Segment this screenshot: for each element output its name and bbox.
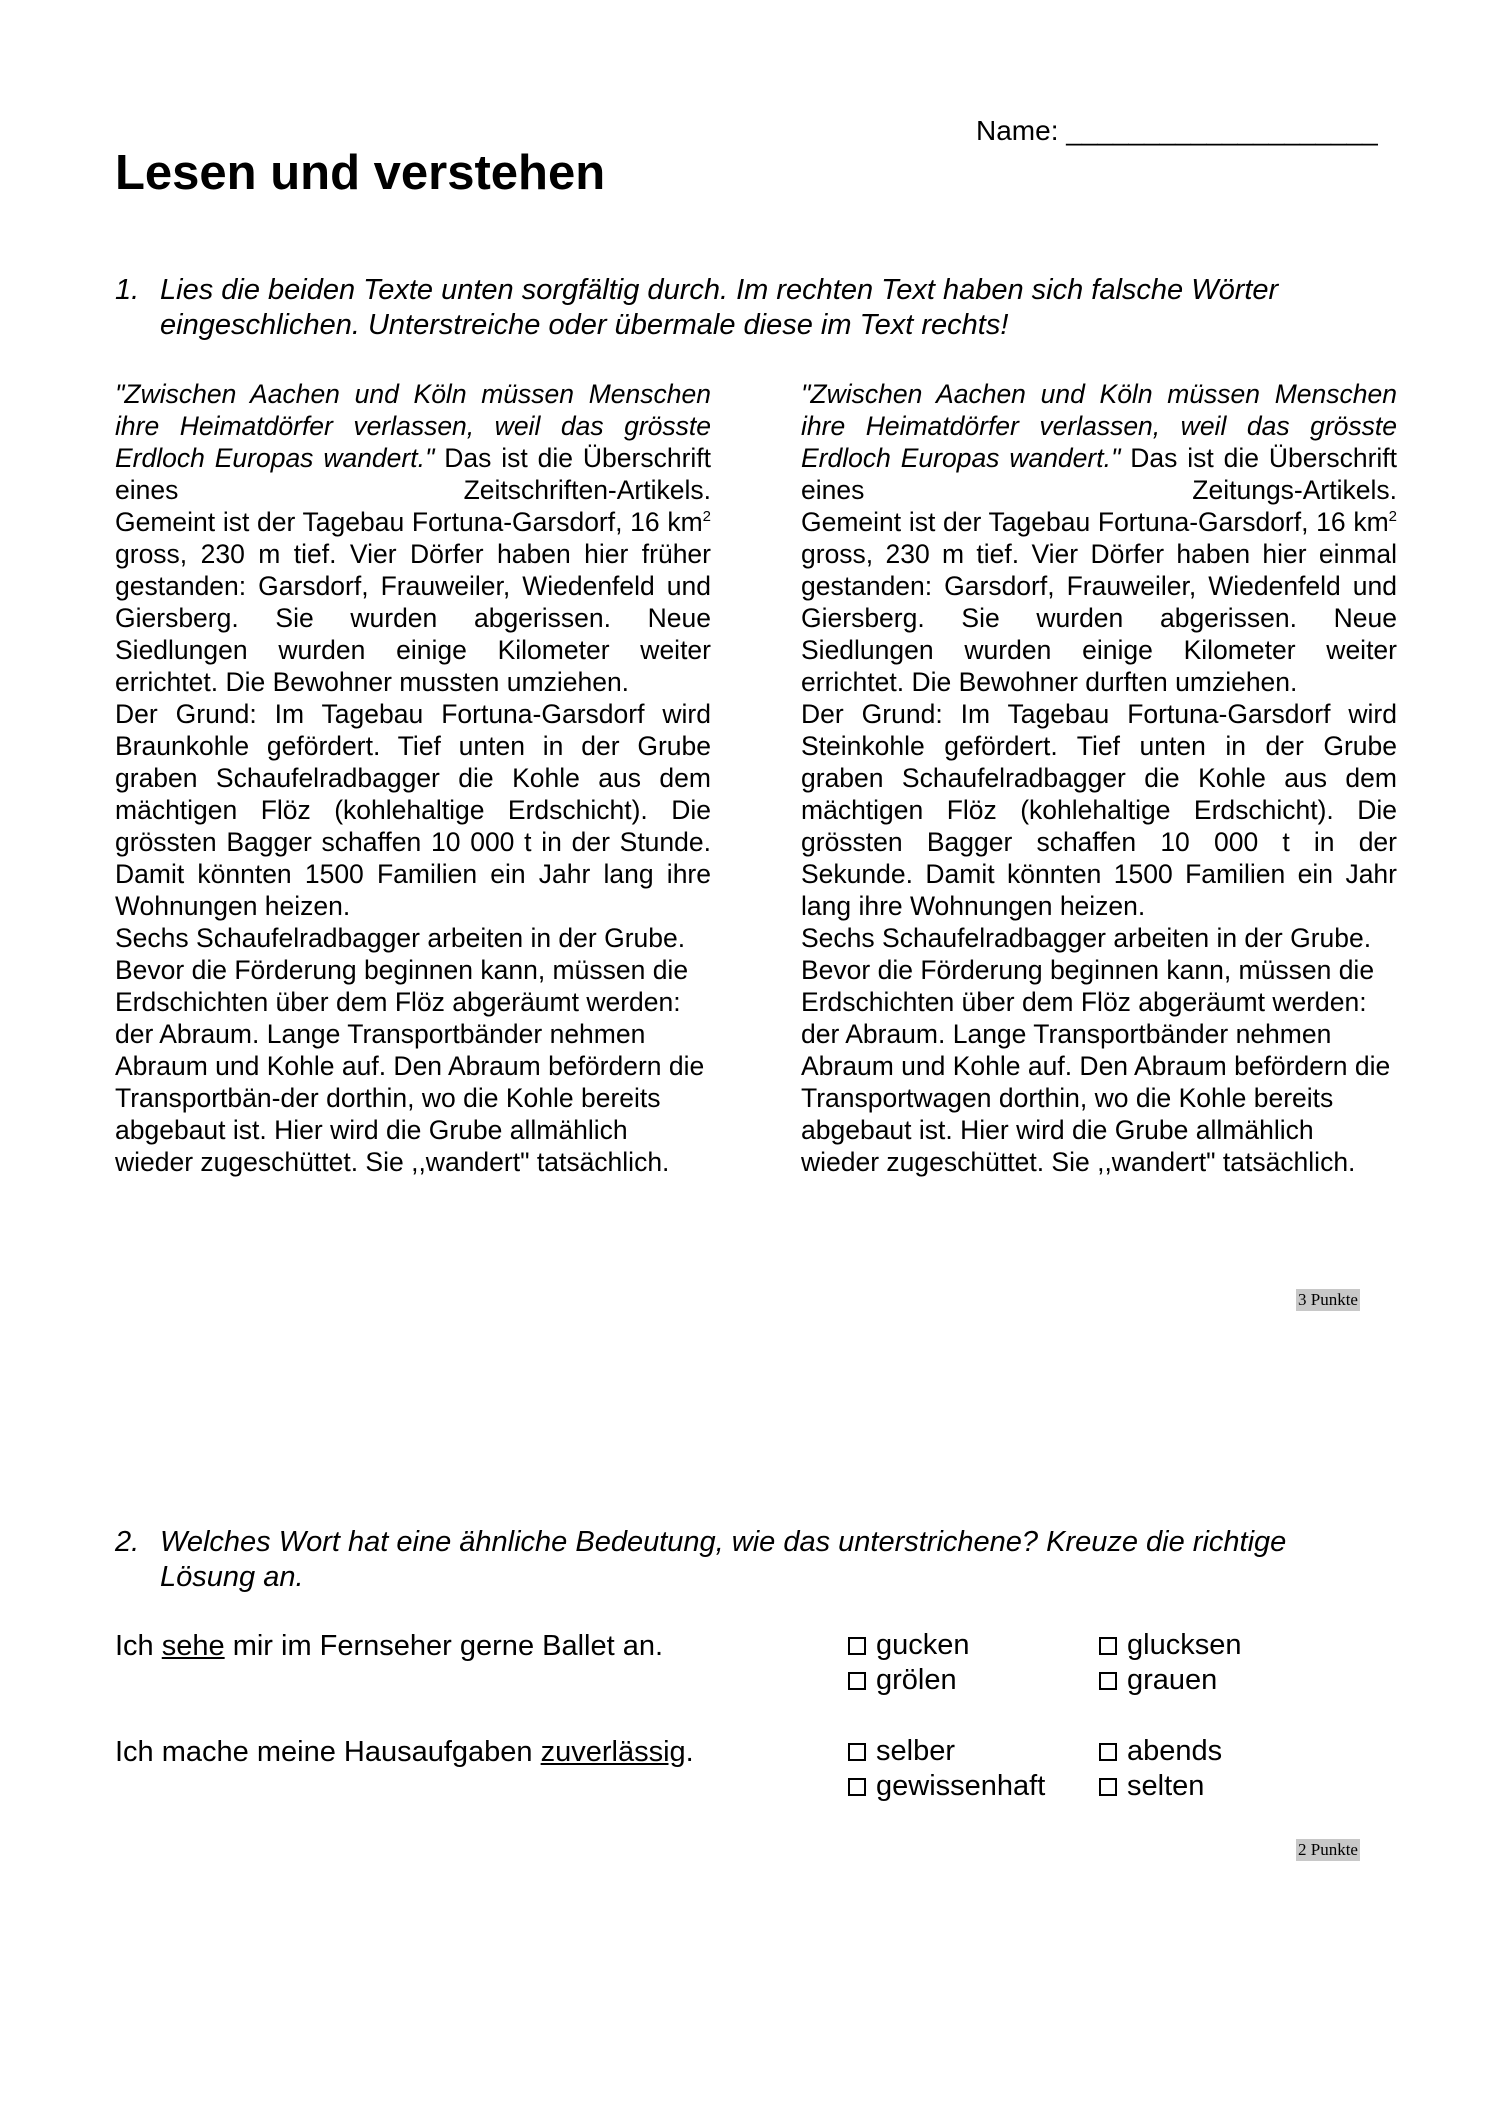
altered-paragraph-3[interactable]: Der Grund: Im Tagebau Fortuna-Garsdorf wird Steinkohle gefördert. Tief unten in der Grube graben Schaufelradbagger die Kohle aus dem mächtigen Flöz (kohlehaltige Erdschicht). Die grössten Bagger schaffen 10 000 t in der Sekunde. Damit könnten 1500 Familien ein Jahr lang ihre Wohnungen heizen. [801, 699, 1397, 921]
option-checkbox[interactable] [1099, 1769, 1222, 1804]
altered-p2-b[interactable]: gross, 230 m tief. Vier Dörfer haben hier einmal gestanden: Garsdorf, Frauweiler, Wiedenfeld und Giersberg. Sie wurden abgerissen. Neue Siedlungen wurden einige Kilometer weiter errichtet. Die Bewohner durften umziehen. [801, 539, 1397, 697]
option-checkbox[interactable] [848, 1663, 970, 1698]
option-label: grauen [1127, 1664, 1218, 1696]
checkbox-icon[interactable] [1099, 1743, 1117, 1761]
task2-instruction [115, 1525, 1355, 1595]
question-2-options-col1 [848, 1734, 1045, 1804]
altered-intro-rest[interactable]: Das ist die Überschrift eines Zeitungs-Artikels. [801, 443, 1398, 505]
option-checkbox[interactable] [848, 1769, 1045, 1804]
question-1-after: mir im Fernseher gerne Ballet an. [224, 1630, 664, 1662]
question-1-before: Ich [115, 1630, 162, 1662]
checkbox-icon[interactable] [848, 1743, 866, 1761]
original-text-column [115, 378, 711, 1178]
original-paragraph-2 [115, 506, 711, 698]
option-label: abends [1127, 1735, 1223, 1767]
option-label: selten [1127, 1770, 1205, 1802]
checkbox-icon[interactable] [848, 1637, 866, 1655]
altered-p2-a[interactable]: Gemeint ist der Tagebau Fortuna-Garsdorf, 16 km [801, 507, 1389, 537]
name-field[interactable]: Name: ____________________ [976, 115, 1378, 146]
altered-paragraph-4[interactable]: Sechs Schaufelradbagger arbeiten in der Grube. Bevor die Förderung beginnen kann, müssen die Erdschichten über dem Flöz abgeräumt werden: der Abraum. Lange Transportbänder nehmen Abraum und Kohle auf. Den Abraum befördern die Transportwagen dorthin, wo die Kohle bereits abgebaut ist. Hier wird die Grube allmählich wieder zugeschüttet. Sie ,,wandert" tatsächlich. [801, 923, 1391, 1177]
option-checkbox[interactable] [1099, 1734, 1222, 1769]
task1-instruction [115, 273, 1355, 343]
original-intro-rest: Das ist die Überschrift eines Zeitschriften-Artikels. [115, 443, 712, 505]
altered-p2-sup: 2 [1388, 508, 1397, 526]
altered-text-column[interactable] [801, 378, 1397, 1178]
option-checkbox[interactable] [1099, 1628, 1241, 1663]
task2-number: 2. [115, 1526, 140, 1558]
question-1-sentence [115, 1630, 663, 1663]
question-1-underlined-word: sehe [161, 1630, 225, 1662]
option-label: gewissenhaft [876, 1770, 1046, 1802]
question-2-underlined-word: zuverlässig [540, 1736, 686, 1768]
altered-intro-quote[interactable]: "Zwischen Aachen und Köln müssen Menschen ihre Heimatdörfer verlassen, weil das grösste Erdloch Europas wandert." [801, 379, 1397, 473]
option-checkbox[interactable] [848, 1628, 970, 1663]
question-2-options-col2 [1099, 1734, 1222, 1804]
task1-number: 1. [115, 274, 140, 306]
checkbox-icon[interactable] [1099, 1637, 1117, 1655]
original-intro [115, 378, 711, 506]
question-1-options-col1 [848, 1628, 970, 1698]
task2-text: Welches Wort hat eine ähnliche Bedeutung, wie das unterstrichene? Kreuze die richtige Lösung an. [160, 1526, 1287, 1593]
original-p2-b: gross, 230 m tief. Vier Dörfer haben hier früher gestanden: Garsdorf, Frauweiler, Wiedenfeld und Giersberg. Sie wurden abgerissen. Neue Siedlungen wurden einige Kilometer weiter errichtet. Die Bewohner mussten umziehen. [115, 539, 711, 697]
page-title: Lesen und verstehen [115, 146, 606, 200]
option-label: gucken [876, 1629, 970, 1661]
question-2-before: Ich mache meine Hausaufgaben [115, 1736, 541, 1768]
task1-text: Lies die beiden Texte unten sorgfältig durch. Im rechten Text haben sich falsche Wörter eingeschlichen. Unterstreiche oder übermale diese im Text rechts! [160, 274, 1279, 341]
altered-paragraph-2[interactable] [801, 506, 1397, 698]
option-label: selber [876, 1735, 955, 1767]
altered-intro[interactable] [801, 378, 1397, 506]
original-intro-quote: "Zwischen Aachen und Köln müssen Menschen ihre Heimatdörfer verlassen, weil das grösste Erdloch Europas wandert." [115, 379, 711, 473]
checkbox-icon[interactable] [1099, 1672, 1117, 1690]
checkbox-icon[interactable] [1099, 1778, 1117, 1796]
original-paragraph-3: Der Grund: Im Tagebau Fortuna-Garsdorf wird Braunkohle gefördert. Tief unten in der Grube graben Schaufelradbagger die Kohle aus dem mächtigen Flöz (kohlehaltige Erdschicht). Die grössten Bagger schaffen 10 000 t in der Stunde. Damit könnten 1500 Familien ein Jahr lang ihre Wohnungen heizen. [115, 699, 711, 921]
option-checkbox[interactable] [1099, 1663, 1241, 1698]
question-1-options-col2 [1099, 1628, 1241, 1698]
original-paragraph-4: Sechs Schaufelradbagger arbeiten in der Grube. Bevor die Förderung beginnen kann, müssen die Erdschichten über dem Flöz abgeräumt werden: der Abraum. Lange Transportbänder nehmen Abraum und Kohle auf. Den Abraum befördern die Transportbän-der dorthin, wo die Kohle bereits abgebaut ist. Hier wird die Grube allmählich wieder zugeschüttet. Sie ,,wandert" tatsächlich. [115, 923, 705, 1177]
original-p2-sup: 2 [702, 508, 711, 526]
original-p2-a: Gemeint ist der Tagebau Fortuna-Garsdorf, 16 km [115, 507, 703, 537]
question-2-sentence [115, 1736, 694, 1769]
task2-points-badge: 2 Punkte [1298, 1840, 1358, 1859]
option-label: grölen [876, 1664, 957, 1696]
task1-points-badge: 3 Punkte [1298, 1290, 1358, 1309]
checkbox-icon[interactable] [848, 1778, 866, 1796]
question-2-after: . [685, 1736, 694, 1768]
option-label: glucksen [1127, 1629, 1242, 1661]
checkbox-icon[interactable] [848, 1672, 866, 1690]
option-checkbox[interactable] [848, 1734, 1045, 1769]
